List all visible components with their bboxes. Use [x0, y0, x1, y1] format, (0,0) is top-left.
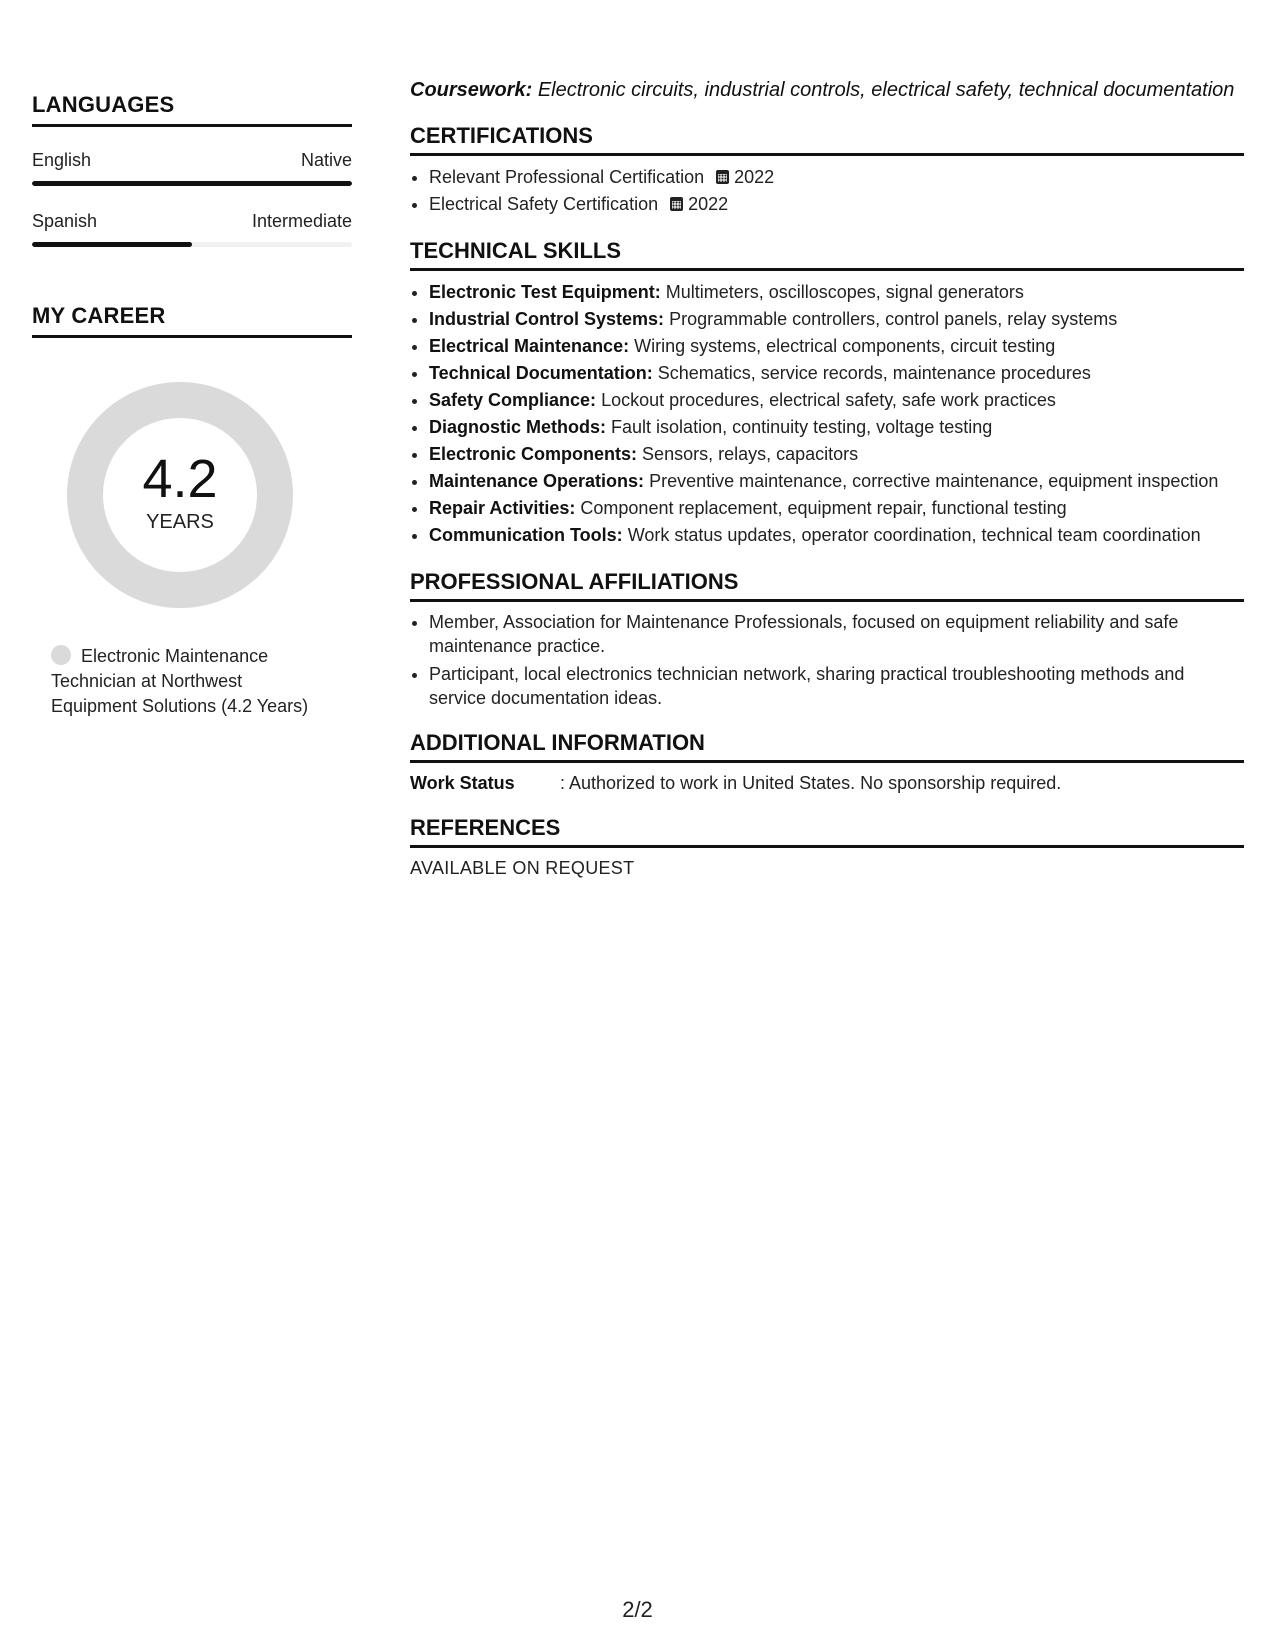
skill-label: Technical Documentation: [429, 363, 653, 383]
certification-year: 2022 [688, 194, 729, 214]
career-donut-center [67, 382, 293, 608]
skill-label: Maintenance Operations: [429, 471, 645, 491]
coursework [410, 78, 1244, 103]
skill-text: Work status updates, operator coordination, technical team coordination [627, 525, 1201, 545]
language-list [32, 149, 352, 247]
skill-label: Communication Tools: [429, 525, 623, 545]
skill-item [429, 306, 1244, 333]
languages-section [32, 92, 352, 247]
skill-item [429, 279, 1244, 306]
career-legend [51, 644, 331, 719]
career-years-unit: YEARS [146, 510, 214, 533]
career-heading: MY CAREER [32, 303, 352, 338]
work-status-row [410, 771, 1244, 795]
affiliation-item: • Participant, local electronics technician network, sharing practical troubleshooting methods and service documentation ideas. [429, 662, 1244, 710]
skill-label: Diagnostic Methods: [429, 417, 607, 437]
skill-text: Lockout procedures, electrical safety, safe work practices [601, 390, 1056, 410]
affiliations-list [410, 610, 1244, 710]
skill-label: Repair Activities: [429, 498, 576, 518]
certifications-section [410, 123, 1244, 218]
language-proficiency-fill [32, 242, 192, 247]
legend-dot-icon [51, 645, 71, 665]
skill-label: Electronic Test Equipment: [429, 282, 661, 302]
certification-year: 2022 [734, 167, 775, 187]
skill-item [429, 441, 1244, 468]
skill-text: Component replacement, equipment repair, functional testing [580, 498, 1067, 518]
certification-name: Relevant Professional Certification [429, 167, 705, 187]
technical-skills-list [410, 279, 1244, 549]
skill-item [429, 387, 1244, 414]
left-column [32, 92, 352, 719]
certifications-heading: CERTIFICATIONS [410, 123, 1244, 156]
skill-text: Fault isolation, continuity testing, voltage testing [611, 417, 993, 437]
language-name: English [32, 150, 92, 170]
skill-text: Wiring systems, electrical components, circuit testing [634, 336, 1056, 356]
skill-label: Electronic Components: [429, 444, 638, 464]
certification-name: Electrical Safety Certification [429, 194, 659, 214]
affiliations-heading: PROFESSIONAL AFFILIATIONS [410, 569, 1244, 602]
skill-text: Programmable controllers, control panels, relay systems [669, 309, 1118, 329]
career-legend-text: Electronic Maintenance Technician at Northwest Equipment Solutions (4.2 Years) [51, 646, 309, 716]
right-column [410, 78, 1244, 879]
skill-text: Multimeters, oscilloscopes, signal generators [665, 282, 1024, 302]
languages-heading: LANGUAGES [32, 92, 352, 127]
skill-item [429, 333, 1244, 360]
language-item-spanish [32, 210, 352, 247]
career-section [32, 303, 352, 719]
skill-label: Safety Compliance: [429, 390, 597, 410]
certification-item [429, 191, 1244, 218]
references-section [410, 815, 1244, 879]
skill-item [429, 468, 1244, 495]
skill-text: Preventive maintenance, corrective maintenance, equipment inspection [649, 471, 1219, 491]
certification-date [670, 194, 728, 214]
language-name: Spanish [32, 211, 98, 231]
certification-item [429, 164, 1244, 191]
language-proficiency-fill [32, 181, 352, 186]
career-total-years: 4.2 [142, 448, 218, 509]
skill-text: Sensors, relays, capacitors [642, 444, 859, 464]
skill-label: Industrial Control Systems: [429, 309, 665, 329]
affiliations-section [410, 569, 1244, 710]
calendar-icon [670, 197, 683, 211]
certification-date [716, 167, 774, 187]
additional-info-section [410, 730, 1244, 795]
skill-item [429, 414, 1244, 441]
page-number: 2/2 [622, 1597, 653, 1622]
career-donut-chart [67, 382, 293, 608]
technical-skills-heading: TECHNICAL SKILLS [410, 238, 1244, 271]
work-status-label: Work Status [410, 773, 515, 793]
language-item-english [32, 149, 352, 186]
coursework-text: Electronic circuits, industrial controls, electrical safety, technical documentation [537, 79, 1235, 101]
certifications-list [410, 164, 1244, 218]
skill-label: Electrical Maintenance: [429, 336, 630, 356]
skill-item [429, 522, 1244, 549]
language-row [32, 149, 352, 171]
technical-skills-section [410, 238, 1244, 549]
coursework-label: Coursework: [410, 79, 533, 101]
language-level: Native [300, 150, 352, 170]
skill-text: Schematics, service records, maintenance procedures [657, 363, 1091, 383]
skill-item [429, 360, 1244, 387]
references-text: AVAILABLE ON REQUEST [410, 858, 635, 878]
language-proficiency-bar [32, 181, 352, 186]
skill-item [429, 495, 1244, 522]
language-proficiency-bar [32, 242, 352, 247]
language-row [32, 210, 352, 232]
additional-info-heading: ADDITIONAL INFORMATION [410, 730, 1244, 763]
work-status-value: : Authorized to work in United States. No sponsorship required. [560, 773, 1062, 793]
calendar-icon [716, 170, 729, 184]
language-level: Intermediate [251, 211, 352, 231]
affiliation-item: • Member, Association for Maintenance Professionals, focused on equipment reliability and safe maintenance practice. [429, 610, 1244, 658]
references-heading: REFERENCES [410, 815, 1244, 848]
